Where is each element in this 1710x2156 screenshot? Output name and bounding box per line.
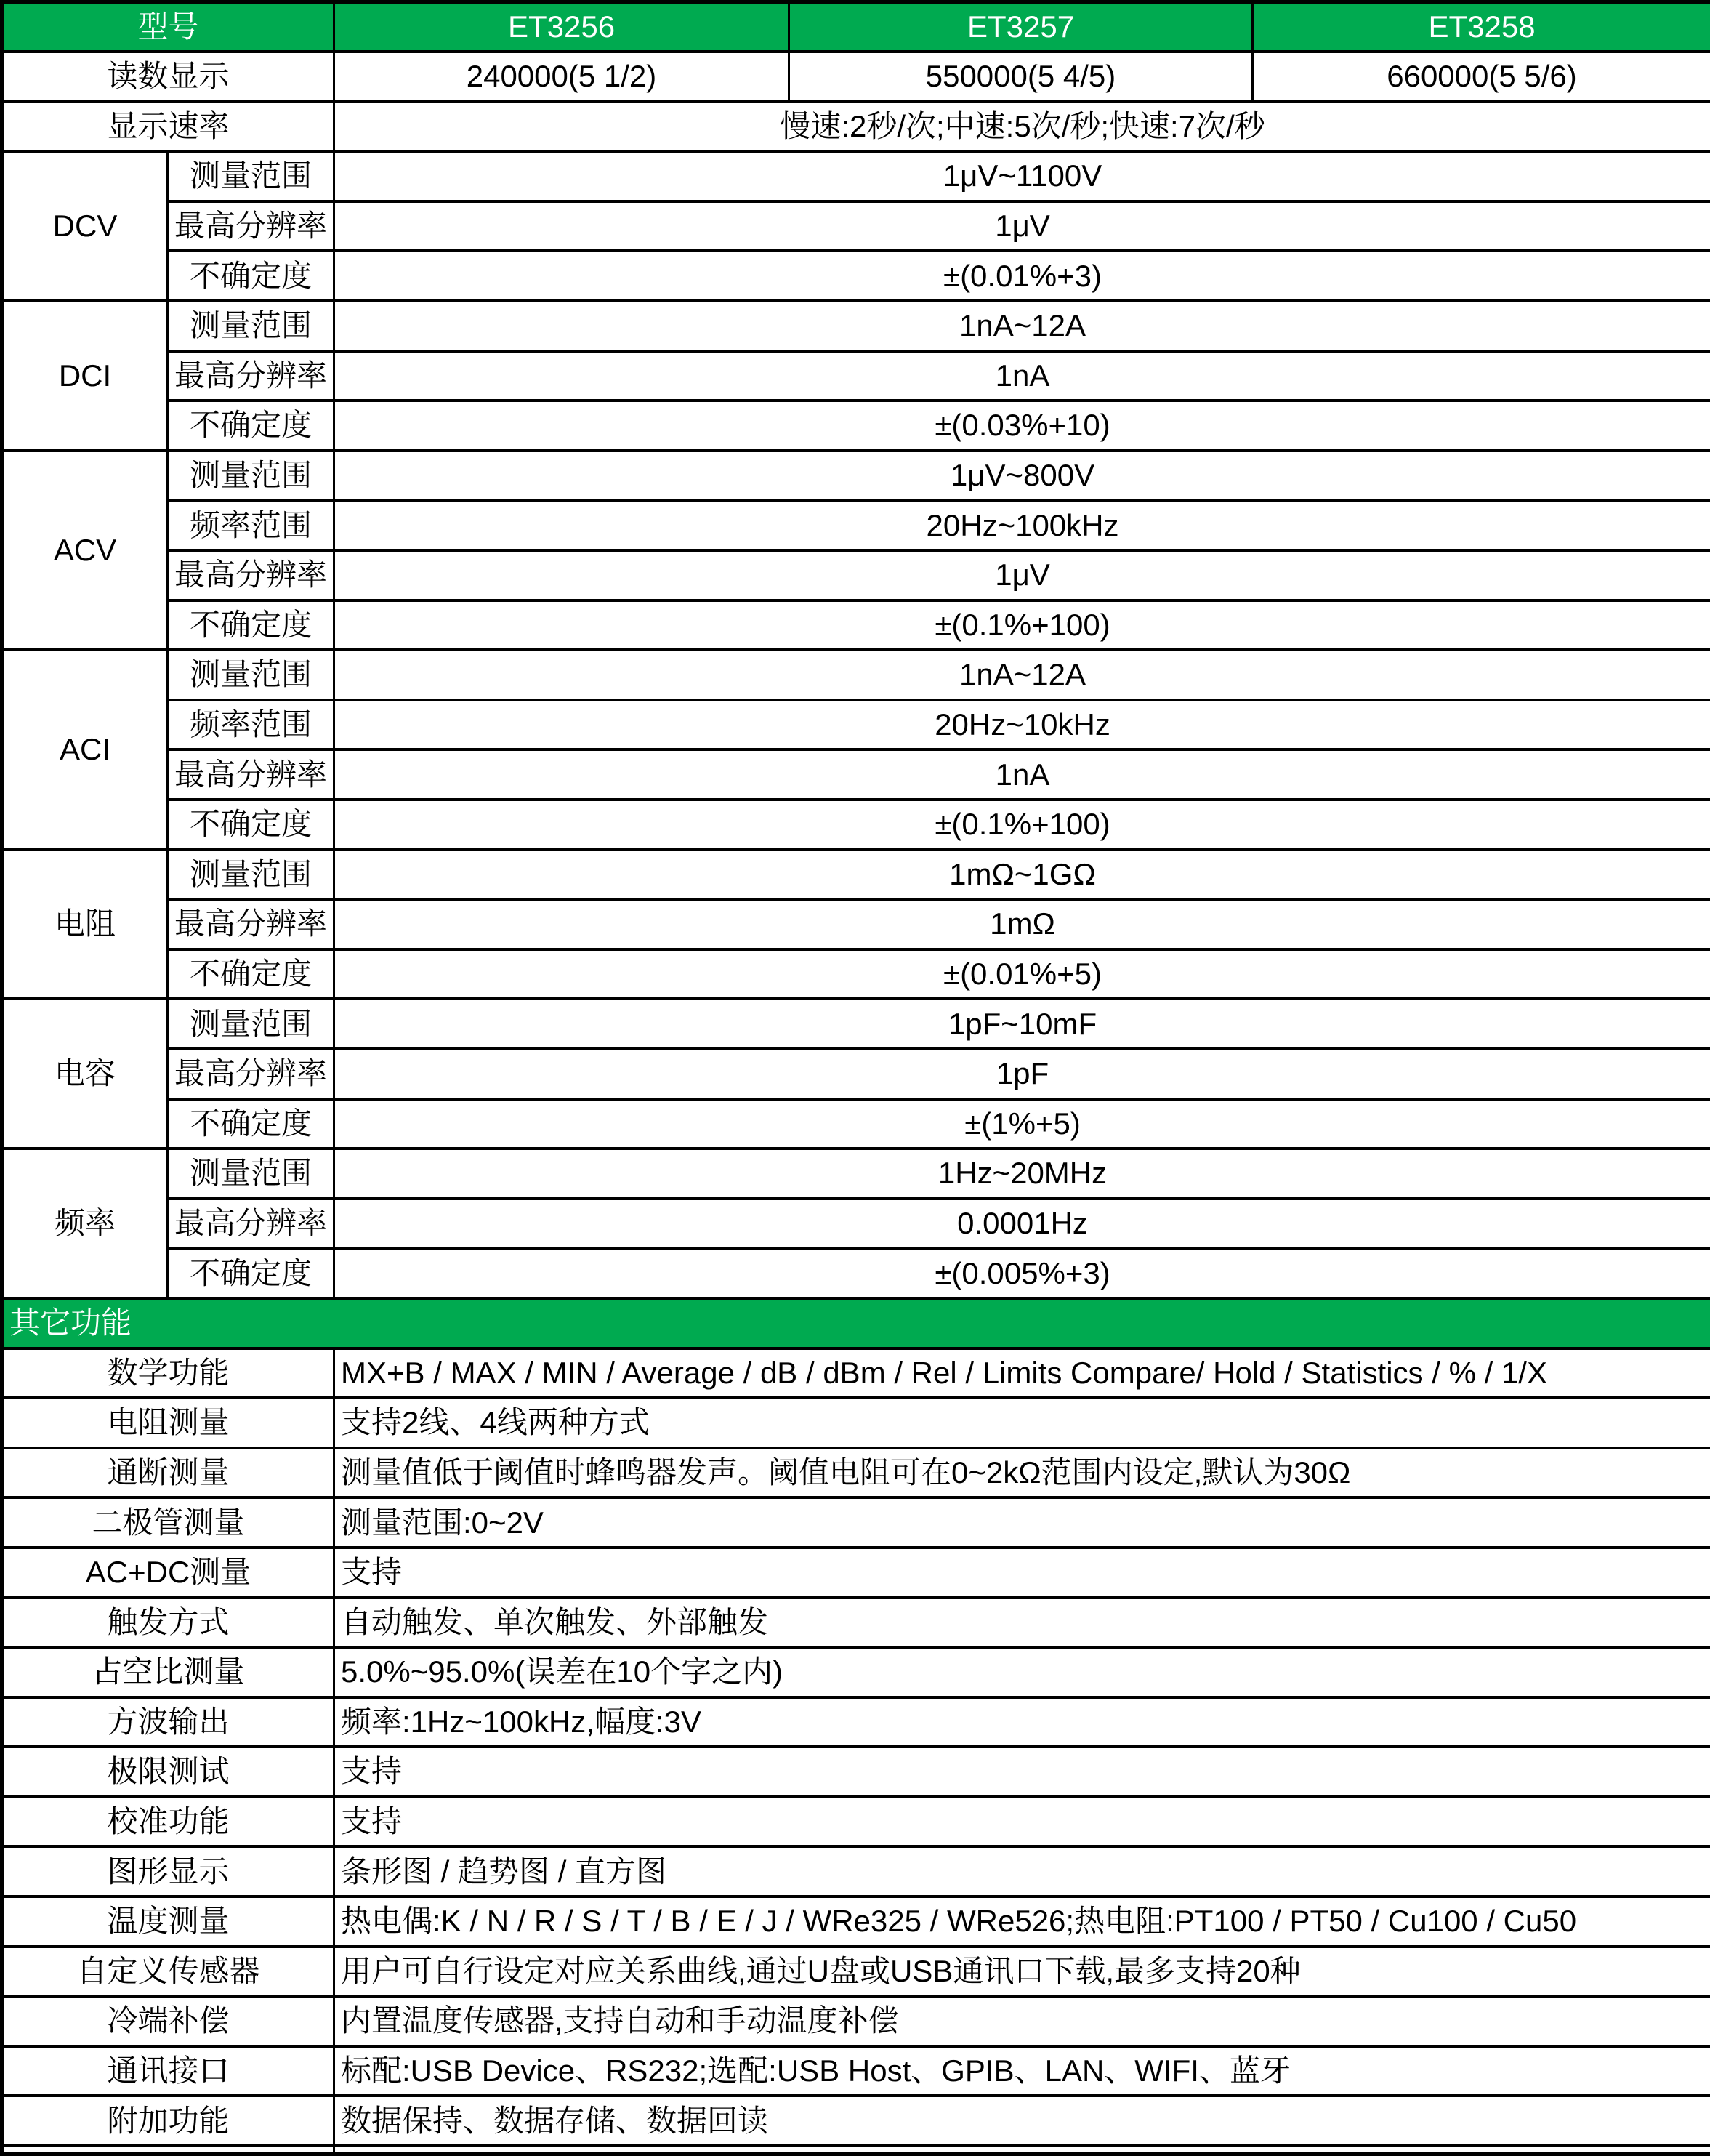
table-row-section-banner bbox=[2, 1298, 1710, 1348]
spec-row-value: 1nA bbox=[334, 351, 1710, 401]
function-row-label: 图形显示 bbox=[2, 1846, 334, 1896]
spec-row-label: 不确定度 bbox=[168, 1248, 334, 1298]
reading-display-value-et3257: 550000(5 4/5) bbox=[789, 52, 1253, 102]
spec-row-label: 最高分辨率 bbox=[168, 1199, 334, 1249]
table-row bbox=[2, 500, 1710, 550]
spec-group-name: ACI bbox=[2, 650, 168, 849]
spec-row-label: 测量范围 bbox=[168, 999, 334, 1049]
function-row-label: 温度测量 bbox=[2, 1896, 334, 1947]
spec-row-label: 最高分辨率 bbox=[168, 550, 334, 600]
spec-row-label: 测量范围 bbox=[168, 850, 334, 900]
table-row bbox=[2, 1797, 1710, 1847]
table-row bbox=[2, 351, 1710, 401]
table-row bbox=[2, 800, 1710, 850]
section-title-other-functions: 其它功能 bbox=[2, 1298, 1710, 1348]
spec-row-value: 1μV bbox=[334, 201, 1710, 252]
spec-group-name: ACV bbox=[2, 451, 168, 650]
table-row bbox=[2, 1099, 1710, 1149]
spec-row-label: 不确定度 bbox=[168, 1099, 334, 1149]
spec-row-value: 0.0001Hz bbox=[334, 1199, 1710, 1249]
spec-row-value: 1μV~800V bbox=[334, 451, 1710, 501]
spec-row-value: ±(0.01%+3) bbox=[334, 251, 1710, 301]
table-row bbox=[2, 899, 1710, 949]
spec-row-value: 1Hz~20MHz bbox=[334, 1149, 1710, 1199]
table-row bbox=[2, 949, 1710, 999]
spec-row-label: 不确定度 bbox=[168, 251, 334, 301]
function-row-label: AC+DC测量 bbox=[2, 1548, 334, 1598]
spec-row-label: 频率范围 bbox=[168, 700, 334, 750]
function-row-value: 支持 bbox=[334, 1747, 1710, 1797]
table-row bbox=[2, 1199, 1710, 1249]
function-row-value: 条形图 / 趋势图 / 直方图 bbox=[334, 1846, 1710, 1896]
function-row-label: 校准功能 bbox=[2, 1797, 334, 1847]
table-row bbox=[2, 999, 1710, 1049]
table-row bbox=[2, 600, 1710, 651]
spec-row-label: 最高分辨率 bbox=[168, 1049, 334, 1099]
table-row bbox=[2, 749, 1710, 800]
display-rate-value: 慢速:2秒/次;中速:5次/秒;快速:7次/秒 bbox=[334, 102, 1710, 152]
table-row bbox=[2, 2096, 1710, 2146]
table-row bbox=[2, 1697, 1710, 1747]
function-row-label: 极限测试 bbox=[2, 1747, 334, 1797]
table-row bbox=[2, 1647, 1710, 1697]
spec-row-label: 最高分辨率 bbox=[168, 749, 334, 800]
reading-display-value-et3256: 240000(5 1/2) bbox=[334, 52, 789, 102]
spec-group-name: 电容 bbox=[2, 999, 168, 1149]
table-row bbox=[2, 650, 1710, 700]
function-row-value: 频率:1Hz~100kHz,幅度:3V bbox=[334, 1697, 1710, 1747]
reading-display-value-et3258: 660000(5 5/6) bbox=[1253, 52, 1710, 102]
function-row-value: 内置温度传感器,支持自动和手动温度补偿 bbox=[334, 1996, 1710, 2046]
table-row bbox=[2, 1947, 1710, 1997]
spec-row-value: 1μV~1100V bbox=[334, 151, 1710, 201]
table-row bbox=[2, 1398, 1710, 1448]
spec-row-value: ±(0.01%+5) bbox=[334, 949, 1710, 999]
table-row-reading-display bbox=[2, 52, 1710, 102]
table-row bbox=[2, 1598, 1710, 1648]
table-row bbox=[2, 151, 1710, 201]
table-row bbox=[2, 1996, 1710, 2046]
table-row bbox=[2, 2046, 1710, 2096]
function-row-label: 触发方式 bbox=[2, 1598, 334, 1648]
spec-row-label: 测量范围 bbox=[168, 151, 334, 201]
table-row bbox=[2, 1448, 1710, 1498]
spec-row-label: 不确定度 bbox=[168, 949, 334, 999]
table-row bbox=[2, 1747, 1710, 1797]
table-row-partial bbox=[2, 2146, 1710, 2154]
spec-row-value: 1mΩ bbox=[334, 899, 1710, 949]
partial-row-cell bbox=[2, 2146, 334, 2154]
function-row-value: 热电偶:K / N / R / S / T / B / E / J / WRe325 / WRe526;热电阻:PT100 / PT50 / Cu100 / Cu50 bbox=[334, 1896, 1710, 1947]
display-rate-label: 显示速率 bbox=[2, 102, 334, 152]
table-row bbox=[2, 1846, 1710, 1896]
header-model-label: 型号 bbox=[2, 2, 334, 52]
spec-row-value: 20Hz~10kHz bbox=[334, 700, 1710, 750]
function-row-label: 电阻测量 bbox=[2, 1398, 334, 1448]
spec-row-label: 不确定度 bbox=[168, 600, 334, 651]
spec-row-value: 1nA~12A bbox=[334, 650, 1710, 700]
spec-row-label: 不确定度 bbox=[168, 800, 334, 850]
spec-row-label: 测量范围 bbox=[168, 1149, 334, 1199]
spec-group-name: DCI bbox=[2, 301, 168, 451]
function-row-label: 二极管测量 bbox=[2, 1497, 334, 1548]
header-model-et3256: ET3256 bbox=[334, 2, 789, 52]
spec-row-value: 1mΩ~1GΩ bbox=[334, 850, 1710, 900]
table-row bbox=[2, 1348, 1710, 1399]
spec-row-label: 测量范围 bbox=[168, 451, 334, 501]
spec-row-value: 1nA~12A bbox=[334, 301, 1710, 351]
reading-display-label: 读数显示 bbox=[2, 52, 334, 102]
spec-row-value: ±(0.1%+100) bbox=[334, 800, 1710, 850]
function-row-label: 占空比测量 bbox=[2, 1647, 334, 1697]
table-row bbox=[2, 1149, 1710, 1199]
spec-row-value: 1pF bbox=[334, 1049, 1710, 1099]
table-row bbox=[2, 451, 1710, 501]
function-row-value: 支持 bbox=[334, 1797, 1710, 1847]
spec-row-label: 最高分辨率 bbox=[168, 201, 334, 252]
table-row bbox=[2, 251, 1710, 301]
function-row-label: 附加功能 bbox=[2, 2096, 334, 2146]
spec-row-label: 频率范围 bbox=[168, 500, 334, 550]
spec-row-label: 测量范围 bbox=[168, 650, 334, 700]
header-model-et3257: ET3257 bbox=[789, 2, 1253, 52]
function-row-label: 方波输出 bbox=[2, 1697, 334, 1747]
table-row bbox=[2, 1248, 1710, 1298]
spec-row-label: 测量范围 bbox=[168, 301, 334, 351]
function-row-label: 数学功能 bbox=[2, 1348, 334, 1399]
table-row bbox=[2, 301, 1710, 351]
spec-row-value: ±(0.03%+10) bbox=[334, 401, 1710, 451]
partial-row-cell bbox=[334, 2146, 1710, 2154]
table-row bbox=[2, 201, 1710, 252]
table-row bbox=[2, 550, 1710, 600]
function-row-value: 自动触发、单次触发、外部触发 bbox=[334, 1598, 1710, 1648]
spec-group-name: DCV bbox=[2, 151, 168, 301]
function-row-value: 标配:USB Device、RS232;选配:USB Host、GPIB、LAN、WIFI、蓝牙 bbox=[334, 2046, 1710, 2096]
table-row bbox=[2, 1896, 1710, 1947]
table-row bbox=[2, 700, 1710, 750]
spec-row-value: 1pF~10mF bbox=[334, 999, 1710, 1049]
spec-row-label: 不确定度 bbox=[168, 401, 334, 451]
spec-row-value: 1μV bbox=[334, 550, 1710, 600]
function-row-value: 测量值低于阈值时蜂鸣器发声。阈值电阻可在0~2kΩ范围内设定,默认为30Ω bbox=[334, 1448, 1710, 1498]
function-row-value: 支持2线、4线两种方式 bbox=[334, 1398, 1710, 1448]
spec-row-value: 20Hz~100kHz bbox=[334, 500, 1710, 550]
function-row-value: 用户可自行设定对应关系曲线,通过U盘或USB通讯口下载,最多支持20种 bbox=[334, 1947, 1710, 1997]
function-row-label: 通断测量 bbox=[2, 1448, 334, 1498]
function-row-value: MX+B / MAX / MIN / Average / dB / dBm / Rel / Limits Compare/ Hold / Statistics / % / 1/X bbox=[334, 1348, 1710, 1399]
table-row bbox=[2, 1548, 1710, 1598]
function-row-value: 支持 bbox=[334, 1548, 1710, 1598]
spec-row-label: 最高分辨率 bbox=[168, 351, 334, 401]
table-row bbox=[2, 1049, 1710, 1099]
function-row-value: 5.0%~95.0%(误差在10个字之内) bbox=[334, 1647, 1710, 1697]
header-model-et3258: ET3258 bbox=[1253, 2, 1710, 52]
spec-row-value: ±(1%+5) bbox=[334, 1099, 1710, 1149]
function-row-label: 自定义传感器 bbox=[2, 1947, 334, 1997]
table-row bbox=[2, 401, 1710, 451]
spec-row-value: ±(0.005%+3) bbox=[334, 1248, 1710, 1298]
table-row bbox=[2, 1497, 1710, 1548]
table-row-display-rate bbox=[2, 102, 1710, 152]
spec-row-value: ±(0.1%+100) bbox=[334, 600, 1710, 651]
spec-group-name: 电阻 bbox=[2, 850, 168, 999]
table-row-header bbox=[2, 2, 1710, 52]
function-row-label: 通讯接口 bbox=[2, 2046, 334, 2096]
spec-group-name: 频率 bbox=[2, 1149, 168, 1298]
function-row-value: 数据保持、数据存储、数据回读 bbox=[334, 2096, 1710, 2146]
spec-row-label: 最高分辨率 bbox=[168, 899, 334, 949]
function-row-label: 冷端补偿 bbox=[2, 1996, 334, 2046]
table-row bbox=[2, 850, 1710, 900]
spec-row-value: 1nA bbox=[334, 749, 1710, 800]
function-row-value: 测量范围:0~2V bbox=[334, 1497, 1710, 1548]
